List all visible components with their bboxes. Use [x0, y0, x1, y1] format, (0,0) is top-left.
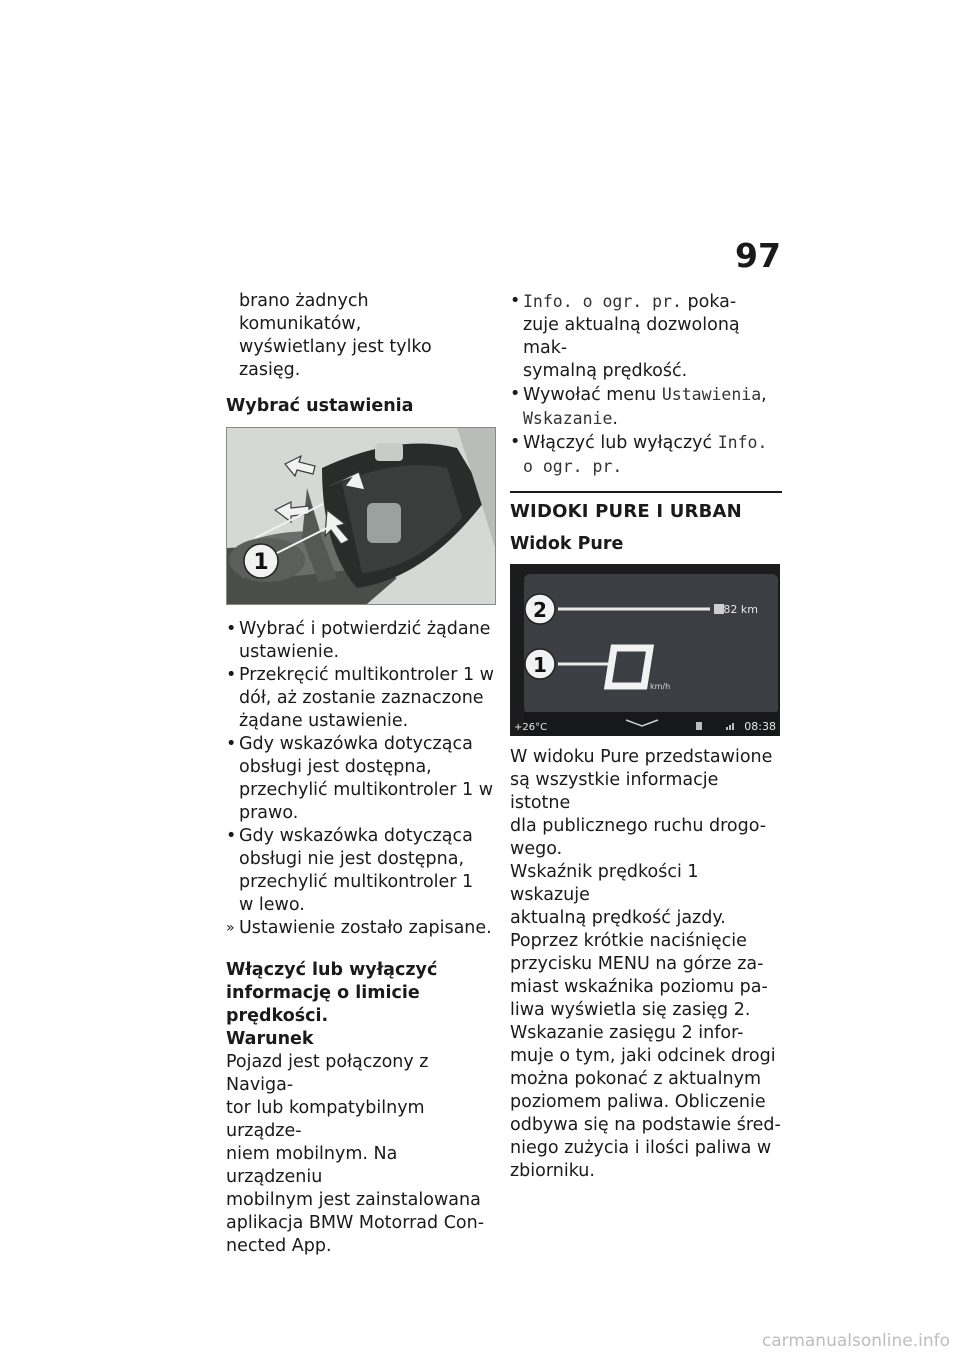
condition-text: tor lub kompatybilnym urządze- [226, 1098, 425, 1141]
condition-text: nected App. [226, 1236, 332, 1256]
body-text: przycisku MENU na górze za- [510, 954, 764, 974]
body-text: Wskazanie zasięgu 2 infor- [510, 1023, 744, 1043]
figure-callout-1: 1 [253, 550, 269, 575]
body-text: zbiorniku. [510, 1161, 595, 1181]
heading-select-settings: Wybrać ustawienia [226, 396, 414, 416]
body-text: muje o tym, jaki odcinek drogi [510, 1046, 776, 1066]
condition-text: aplikacja BMW Motorrad Con- [226, 1213, 485, 1233]
range-value: 82 km [723, 603, 758, 616]
list-item: • Wywołać menu Ustawienia, Wskazanie. [510, 383, 782, 431]
list-item: • Gdy wskazówka dotycząca obsługi jest dostępna, przechylić multikontroler 1 w prawo. [226, 733, 496, 825]
body-text: wego. [510, 839, 563, 859]
section-divider [510, 491, 782, 493]
clock-value: 08:38 [744, 720, 776, 733]
temperature-value: +26°C [514, 722, 548, 733]
section-heading: WIDOKI PURE I URBAN [510, 501, 742, 522]
body-text: dla publicznego ruchu drogo- [510, 816, 767, 836]
display-illustration [510, 564, 780, 736]
condition-text: niem mobilnym. Na urządzeniu [226, 1144, 398, 1187]
body-text: poziomem paliwa. Obliczenie [510, 1092, 766, 1112]
right-column [510, 290, 782, 1183]
body-text: niego zużycia i ilości paliwa w [510, 1138, 772, 1158]
info-steps-list [510, 290, 782, 479]
left-column [226, 290, 496, 1258]
heading-toggle-limit: informację o limicie [226, 983, 420, 1003]
condition-text: Pojazd jest połączony z Naviga- [226, 1052, 429, 1095]
result-marker: » [226, 920, 235, 936]
handlebar-photo [226, 427, 496, 605]
tft-display-pure-view [510, 564, 780, 736]
display-callout-1: 1 [533, 653, 547, 677]
heading-condition: Warunek [226, 1029, 314, 1049]
page-number: 97 [735, 236, 781, 275]
body-text: można pokonać z aktualnym [510, 1069, 761, 1089]
heading-toggle-limit: prędkości. [226, 1006, 329, 1026]
body-text: odbywa się na podstawie śred- [510, 1115, 781, 1135]
list-item: • Przekręcić multikontroler 1 w dół, aż zostanie zaznaczone żądane ustawienie. [226, 664, 496, 733]
watermark: carmanualsonline.info [761, 1331, 950, 1351]
speed-unit: km/h [650, 682, 671, 691]
list-item: • Gdy wskazówka dotycząca obsługi nie jest dostępna, przechylić multikontroler 1 w lewo. [226, 825, 496, 917]
phone-icon [696, 722, 702, 730]
body-text: miast wskaźnika poziomu pa- [510, 977, 768, 997]
intro-line: brano żadnych komunikatów, [239, 291, 369, 334]
sub-heading: Widok Pure [510, 534, 624, 554]
display-callout-2: 2 [533, 598, 547, 622]
multicontroller-illustration [227, 428, 495, 604]
list-item: • Włączyć lub wyłączyć Info. o ogr. pr. [510, 431, 782, 479]
body-text: Wskaźnik prędkości 1 wskazuje [510, 862, 699, 905]
result-line: » Ustawienie zostało zapisane. [226, 918, 492, 938]
body-text: Poprzez krótkie naciśnięcie [510, 931, 747, 951]
body-text: są wszystkie informacje istotne [510, 770, 719, 813]
list-item: • Info. o ogr. pr. poka- zuje aktualną dozwoloną mak- symalną prędkość. [510, 290, 782, 383]
body-text: aktualną prędkość jazdy. [510, 908, 726, 928]
body-text: W widoku Pure przedstawione [510, 747, 773, 767]
list-item: • Wybrać i potwierdzić żądane ustawienie. [226, 618, 496, 664]
heading-toggle-limit: Włączyć lub wyłączyć [226, 960, 438, 980]
intro-line: wyświetlany jest tylko zasięg. [239, 337, 432, 380]
body-text: liwa wyświetla się zasięg 2. [510, 1000, 751, 1020]
condition-text: mobilnym jest zainstalowana [226, 1190, 481, 1210]
steps-list [226, 618, 496, 917]
